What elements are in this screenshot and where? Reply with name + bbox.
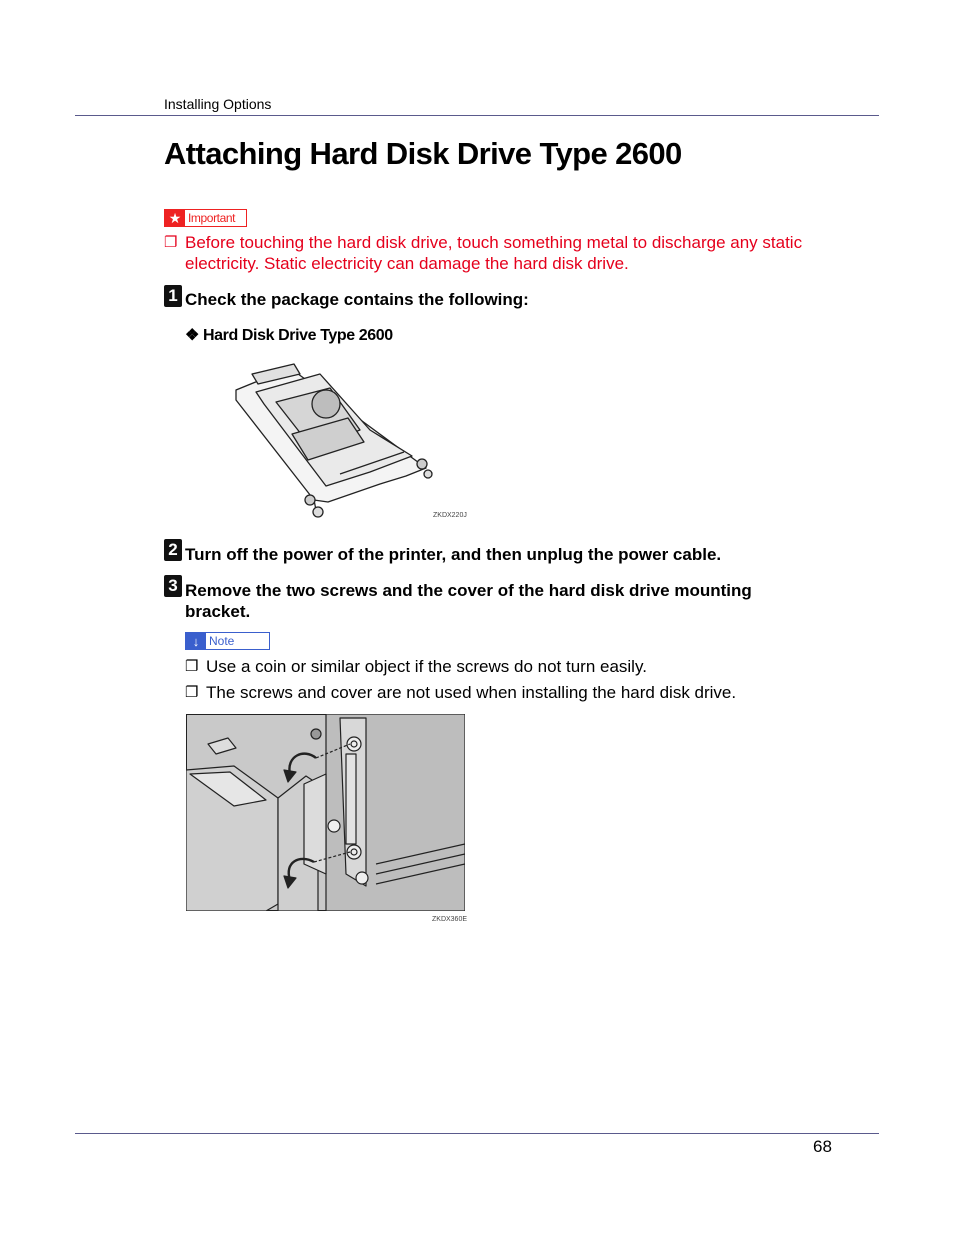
checkbox-bullet-icon: ❐ [185,684,199,701]
important-label: Important [188,211,236,225]
page-title: Attaching Hard Disk Drive Type 2600 [164,136,682,171]
footer-rule [75,1133,879,1134]
note-item-2 [185,682,825,703]
note-item-1 [185,656,825,677]
note-badge [185,632,270,650]
diamond-bullet-icon: ❖ [185,327,199,344]
figure1-code: ZKDX220J [433,512,467,519]
important-item [164,232,804,274]
step-number-3: 3 [164,575,182,597]
page-number: 68 [813,1137,832,1156]
important-text: Before touching the hard disk drive, touch something metal to discharge any static electricity. Static electricity can damage the hard disk drive. [185,233,803,273]
note-text-1: Use a coin or similar object if the screws do not turn easily. [206,657,647,676]
hdd-drawing [230,360,470,525]
package-item-label: Hard Disk Drive Type 2600 [203,327,393,344]
note-label: Note [209,634,235,648]
note-text-2: The screws and cover are not used when installing the hard disk drive. [206,683,737,702]
star-icon: ★ [165,210,185,226]
important-badge [164,209,247,227]
step-text-3: Remove the two screws and the cover of the hard disk drive mounting bracket. [185,581,752,621]
bracket-drawing [186,714,465,911]
step-number-1: 1 [164,285,182,307]
checkbox-bullet-icon: ❐ [185,658,199,675]
step-text-1: Check the package contains the following: [185,290,529,309]
bracket-screws-illustration [186,714,465,911]
package-item [185,325,393,345]
hard-disk-drive-illustration [230,360,470,525]
step-text-2: Turn off the power of the printer, and then unplug the power cable. [185,545,722,564]
checkbox-bullet-icon: ❐ [164,234,178,251]
down-arrow-icon: ↓ [186,633,206,649]
running-head: Installing Options [164,96,272,112]
figure2-code: ZKDX360E [432,916,468,923]
header-rule [75,115,879,116]
step-number-2: 2 [164,539,182,561]
